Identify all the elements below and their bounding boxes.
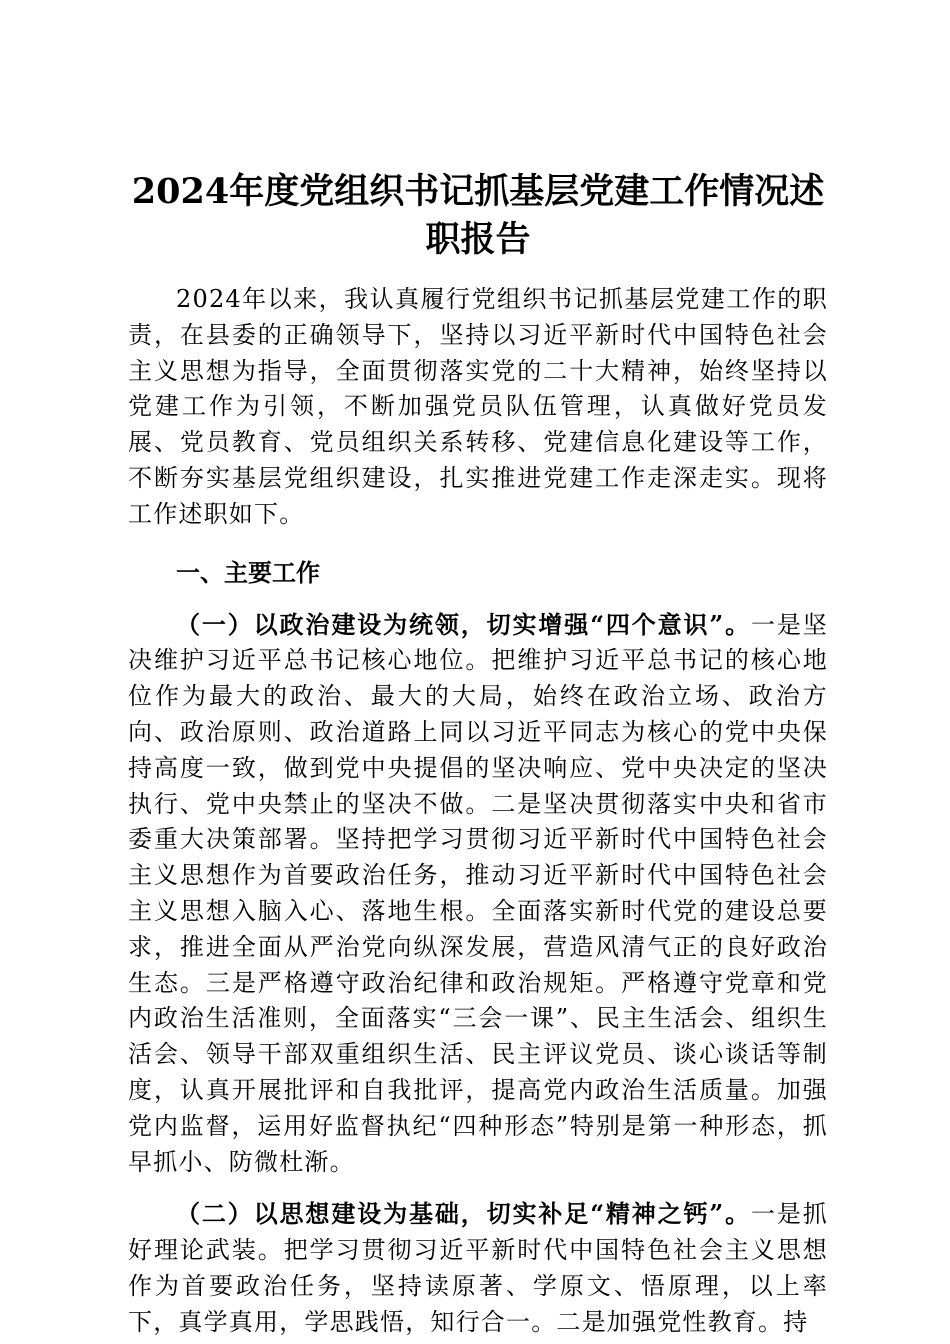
subsection-1-body: 一是坚决维护习近平总书记核心地位。把维护习近平总书记的核心地位作为最大的政治、最大的大局，始终在政治立场、政治方向、政治原则、政治道路上同以习近平同志为核心的党中央保持高度一致，做到党中央提倡的坚决响应、党中央决定的坚决执行、党中央禁止的坚决不做。二是坚决贯彻落实中央和省市委重大决策部署。坚持把学习贯彻习近平新时代中国特色社会主义思想作为首要政治任务，推动习近平新时代中国特色社会主义思想入脑入心、落地生根。全面落实新时代党的建设总要求，推进全面从严治党向纵深发展，营造风清气正的良好政治生态。三是严格遵守政治纪律和政治规矩。严格遵守党章和党内政治生活准则，全面落实“三会一课”、民主生活会、组织生活会、领导干部双重组织生活、民主评议党员、谈心谈话等制度，认真开展批评和自我批评，提高党内政治生活质量。加强党内监督，运用好监督执纪“四种形态”特别是第一种形态，抓早抓小、防微杜渐。 xyxy=(128,610,828,1176)
document-title xyxy=(128,168,828,264)
subsection-2-heading: （二）以思想建设为基础，切实补足“精神之钙”。 xyxy=(176,1199,752,1229)
section-heading-main-work: 一、主要工作 xyxy=(176,557,320,587)
subsection-2-paragraph xyxy=(128,1196,828,1340)
subsection-1-heading: （一）以政治建设为统领，切实增强“四个意识”。 xyxy=(176,609,752,639)
title-line-2: 职报告 xyxy=(425,219,531,260)
subsection-1-paragraph xyxy=(128,607,828,1181)
subsection-2-body: 一是抓好理论武装。把学习贯彻习近平新时代中国特色社会主义思想作为首要政治任务，坚持读原著、学原文、悟原理，以上率下，真学真用，学思践悟，知行合一。二是加强党性教育。持 xyxy=(128,1200,828,1336)
title-line-1: 2024年度党组织书记抓基层党建工作情况述 xyxy=(131,171,825,212)
document-page xyxy=(128,168,828,1341)
intro-paragraph: 2024年以来，我认真履行党组织书记抓基层党建工作的职责，在县委的正确领导下，坚持以习近平新时代中国特色社会主义思想为指导，全面贯彻落实党的二十大精神，始终坚持以党建工作为引领，不断加强党员队伍管理，认真做好党员发展、党员教育、党员组织关系转移、党建信息化建设等工作，不断夯实基层党组织建设，扎实推进党建工作走深走实。现将工作述职如下。 xyxy=(128,285,828,528)
